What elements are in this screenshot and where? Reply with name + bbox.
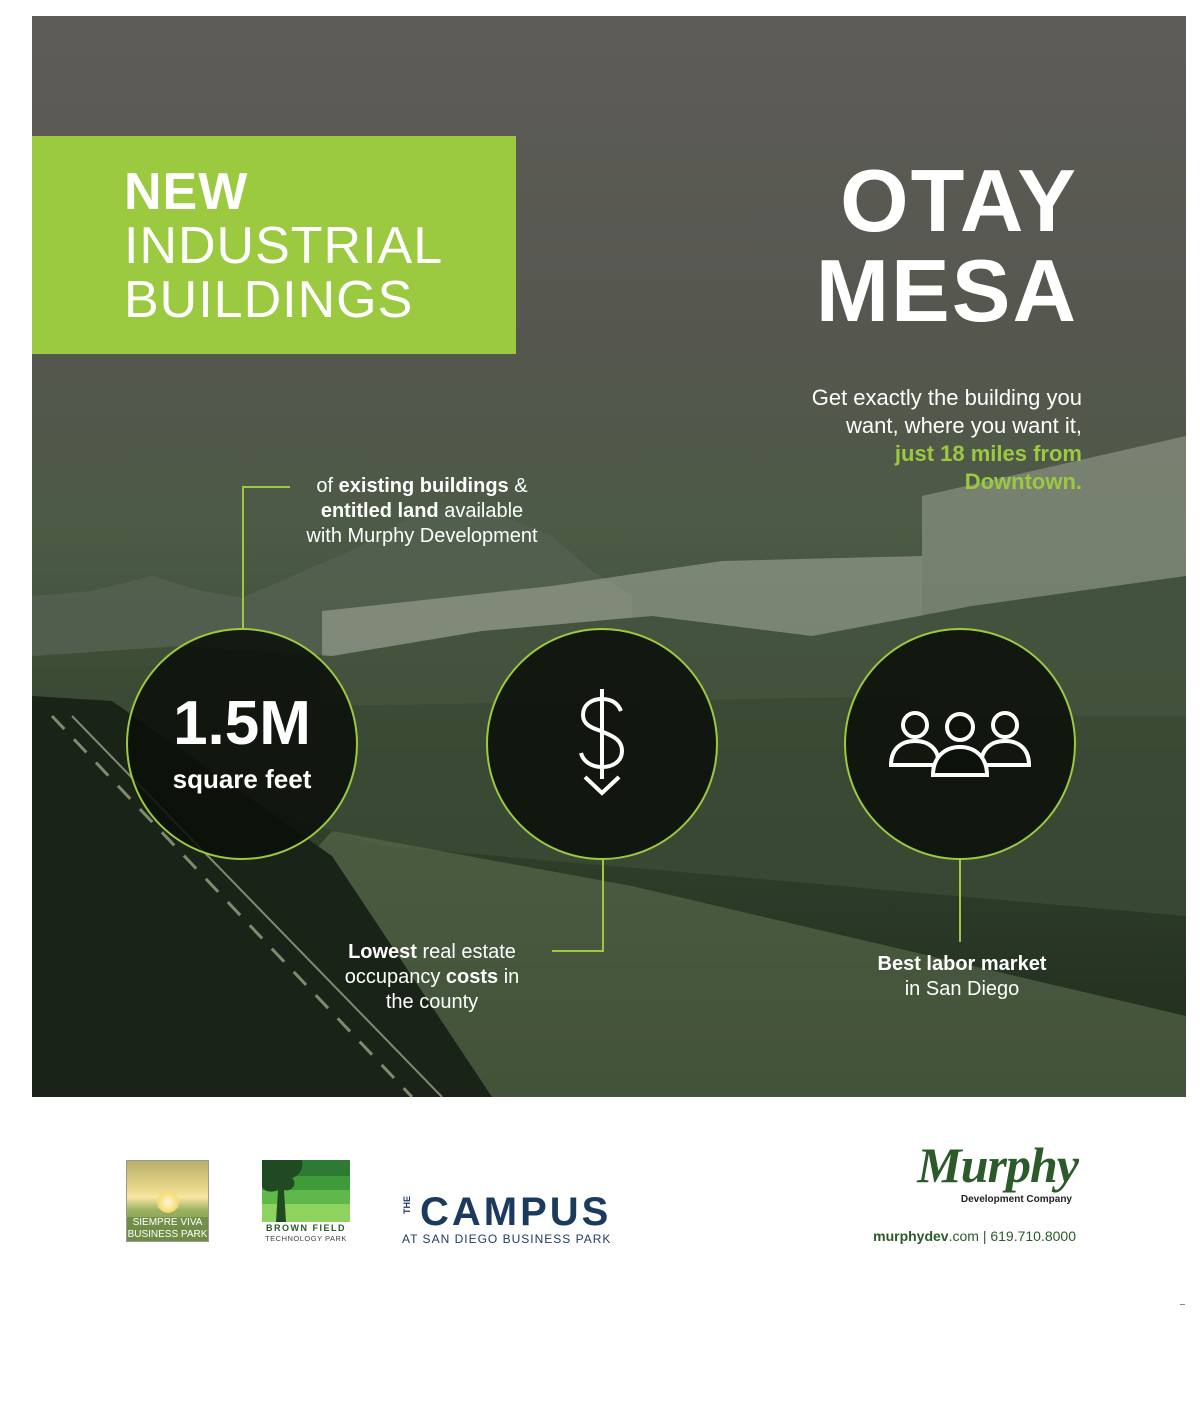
stat-circle-labor [844,628,1076,860]
tagline-highlight-2: Downtown. [964,469,1082,494]
note-bold: costs [445,966,499,988]
stat-unit: square feet [172,764,312,794]
campus-the: THE [402,1196,412,1214]
murphy-sub: Development Company [960,1194,1072,1205]
note-bold: existing buildings [338,475,509,497]
note-text: with Murphy Development [306,525,538,547]
note-bold: Lowest [348,941,417,963]
brown-field-logo [262,1160,350,1244]
tagline-line-1: Get exactly the building you [811,385,1082,410]
stat-value: 1.5M [173,689,311,758]
note-labor [852,952,1072,1002]
brown-field-emblem [262,1160,350,1222]
connector-costs [552,860,604,952]
sun-icon [157,1191,179,1213]
note-bold: Best labor market [877,953,1047,975]
tagline [812,384,1082,496]
note-text: in [498,966,520,988]
note-text: in San Diego [904,978,1020,1000]
headline-box [32,136,516,354]
dollar-down-icon [567,685,637,803]
stat-circle-costs [486,628,718,860]
siempre-viva-logo [126,1160,209,1242]
title-line-1: OTAY [840,151,1078,250]
hero-panel [32,16,1186,1097]
crop-mark [1180,1304,1185,1305]
connector-labor [959,860,961,942]
note-bold: entitled land [320,500,439,522]
campus-sub: AT SAN DIEGO BUSINESS PARK [402,1232,612,1246]
murphy-site: murphydev [873,1228,949,1244]
campus-logo [402,1192,622,1248]
title-line-2: MESA [815,241,1078,340]
siempre-viva-text: SIEMPRE VIVA BUSINESS PARK [127,1217,208,1240]
murphy-phone: .com | 619.710.8000 [948,1228,1076,1244]
page-title [815,151,1078,340]
note-text: the county [385,991,479,1013]
headline-buildings: BUILDINGS [124,271,414,329]
people-icon [887,709,1033,779]
note-costs [322,940,542,1015]
headline-new: NEW [124,163,249,221]
tagline-highlight-1: just 18 miles from [894,441,1082,466]
tree-icon [262,1160,350,1222]
campus-name: CAMPUS [420,1190,612,1234]
stat-circle-square-feet [126,628,358,860]
murphy-contact [873,1228,1076,1244]
note-text: occupancy [344,966,446,988]
brown-field-sub: TECHNOLOGY PARK [265,1234,347,1243]
note-text: of [316,475,339,497]
headline-industrial: INDUSTRIAL [124,217,444,275]
note-text: & [508,475,528,497]
tagline-line-2: want, where you want it, [845,413,1082,438]
note-square-feet [272,474,572,549]
note-text: available [438,500,524,522]
murphy-logo [866,1138,1080,1248]
brown-field-name: BROWN FIELD [266,1223,346,1233]
murphy-name: Murphy [917,1137,1078,1193]
note-text: real estate [416,941,516,963]
